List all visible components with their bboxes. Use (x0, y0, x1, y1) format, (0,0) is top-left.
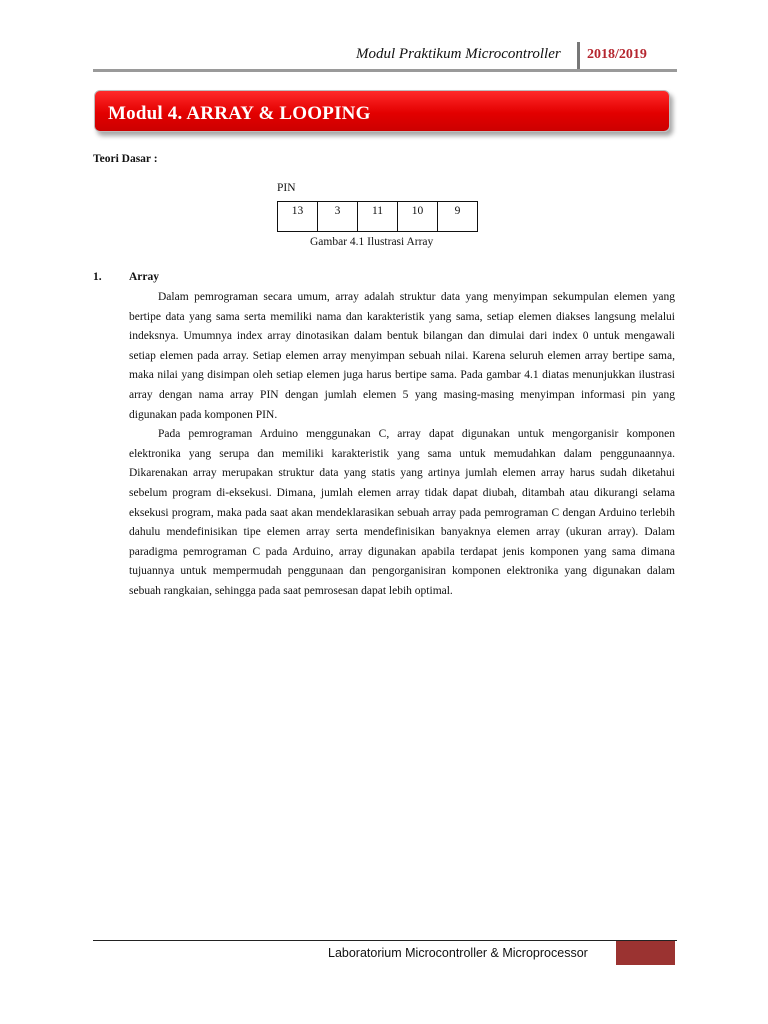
array-cell: 3 (318, 202, 358, 232)
module-title-banner (94, 90, 670, 132)
array-cell: 9 (438, 202, 478, 232)
section-heading: Teori Dasar : (93, 153, 158, 165)
array-cell: 13 (278, 202, 318, 232)
section-number: 1. (93, 271, 102, 283)
running-header-title: Modul Praktikum Microcontroller (356, 46, 561, 62)
section-body (129, 288, 675, 602)
array-cell: 11 (358, 202, 398, 232)
header-separator (577, 42, 580, 72)
running-header-year: 2018/2019 (587, 47, 647, 62)
array-illustration (277, 201, 478, 232)
section-title: Array (129, 271, 160, 283)
footer-accent-box (616, 941, 675, 965)
footer-lab-name: Laboratorium Microcontroller & Microprocessor (328, 946, 588, 960)
array-cell: 10 (398, 202, 438, 232)
footer-rule (93, 940, 677, 941)
paragraph: Dalam pemrograman secara umum, array adalah struktur data yang menyimpan sekumpulan elemen yang bertipe data yang sama serta memiliki nama dan karakteristik yang sama, setiap elemen diakses langsung melalui indeksnya. Umumnya index array dinotasikan dalam bentuk bilangan dan dimulai dari index 0 untuk mengawali setiap elemen pada array. Setiap elemen array menyimpan sebuah nilai. Karena seluruh elemen array bertipe sama, maka nilai yang disimpan oleh setiap elemen juga harus bertipe sama. Pada gambar 4.1 diatas menunjukkan ilustrasi array dengan nama array PIN dengan jumlah elemen 5 yang masing-masing menyimpan informasi pin yang digunakan pada komponen PIN. (129, 291, 675, 421)
array-name-label: PIN (277, 182, 296, 194)
header-rule (93, 69, 677, 72)
figure-caption: Gambar 4.1 Ilustrasi Array (310, 236, 434, 248)
paragraph: Pada pemrograman Arduino menggunakan C, array dapat digunakan untuk mengorganisir komponen elektronika yang serupa dan memiliki karakteristik yang sama untuk memudahkan dalam penggunaannya. Dikarenakan array merupakan struktur data yang statis yang artinya jumlah elemen array harus sudah diketahui sebelum program di-eksekusi. Dimana, jumlah elemen array tidak dapat diubah, ditambah atau dikurangi selama eksekusi program, maka pada saat akan mendeklarasikan sebuah array pada pemrograman C dengan Arduino terlebih dahulu mendefinisikan tipe elemen array serta mendefinisikan banyaknya elemen array (ukuran array). Dalam paradigma pemrograman C pada Arduino, array digunakan apabila terdapat jenis komponen yang sama dimana tujuannya untuk mempermudah penggunaan dan pengorganisiran komponen elektronika yang digunakan dalam sebuah rangkaian, sehingga pada saat pemrosesan dapat lebih optimal. (129, 428, 675, 597)
module-title: Modul 4. ARRAY & LOOPING (108, 103, 371, 124)
